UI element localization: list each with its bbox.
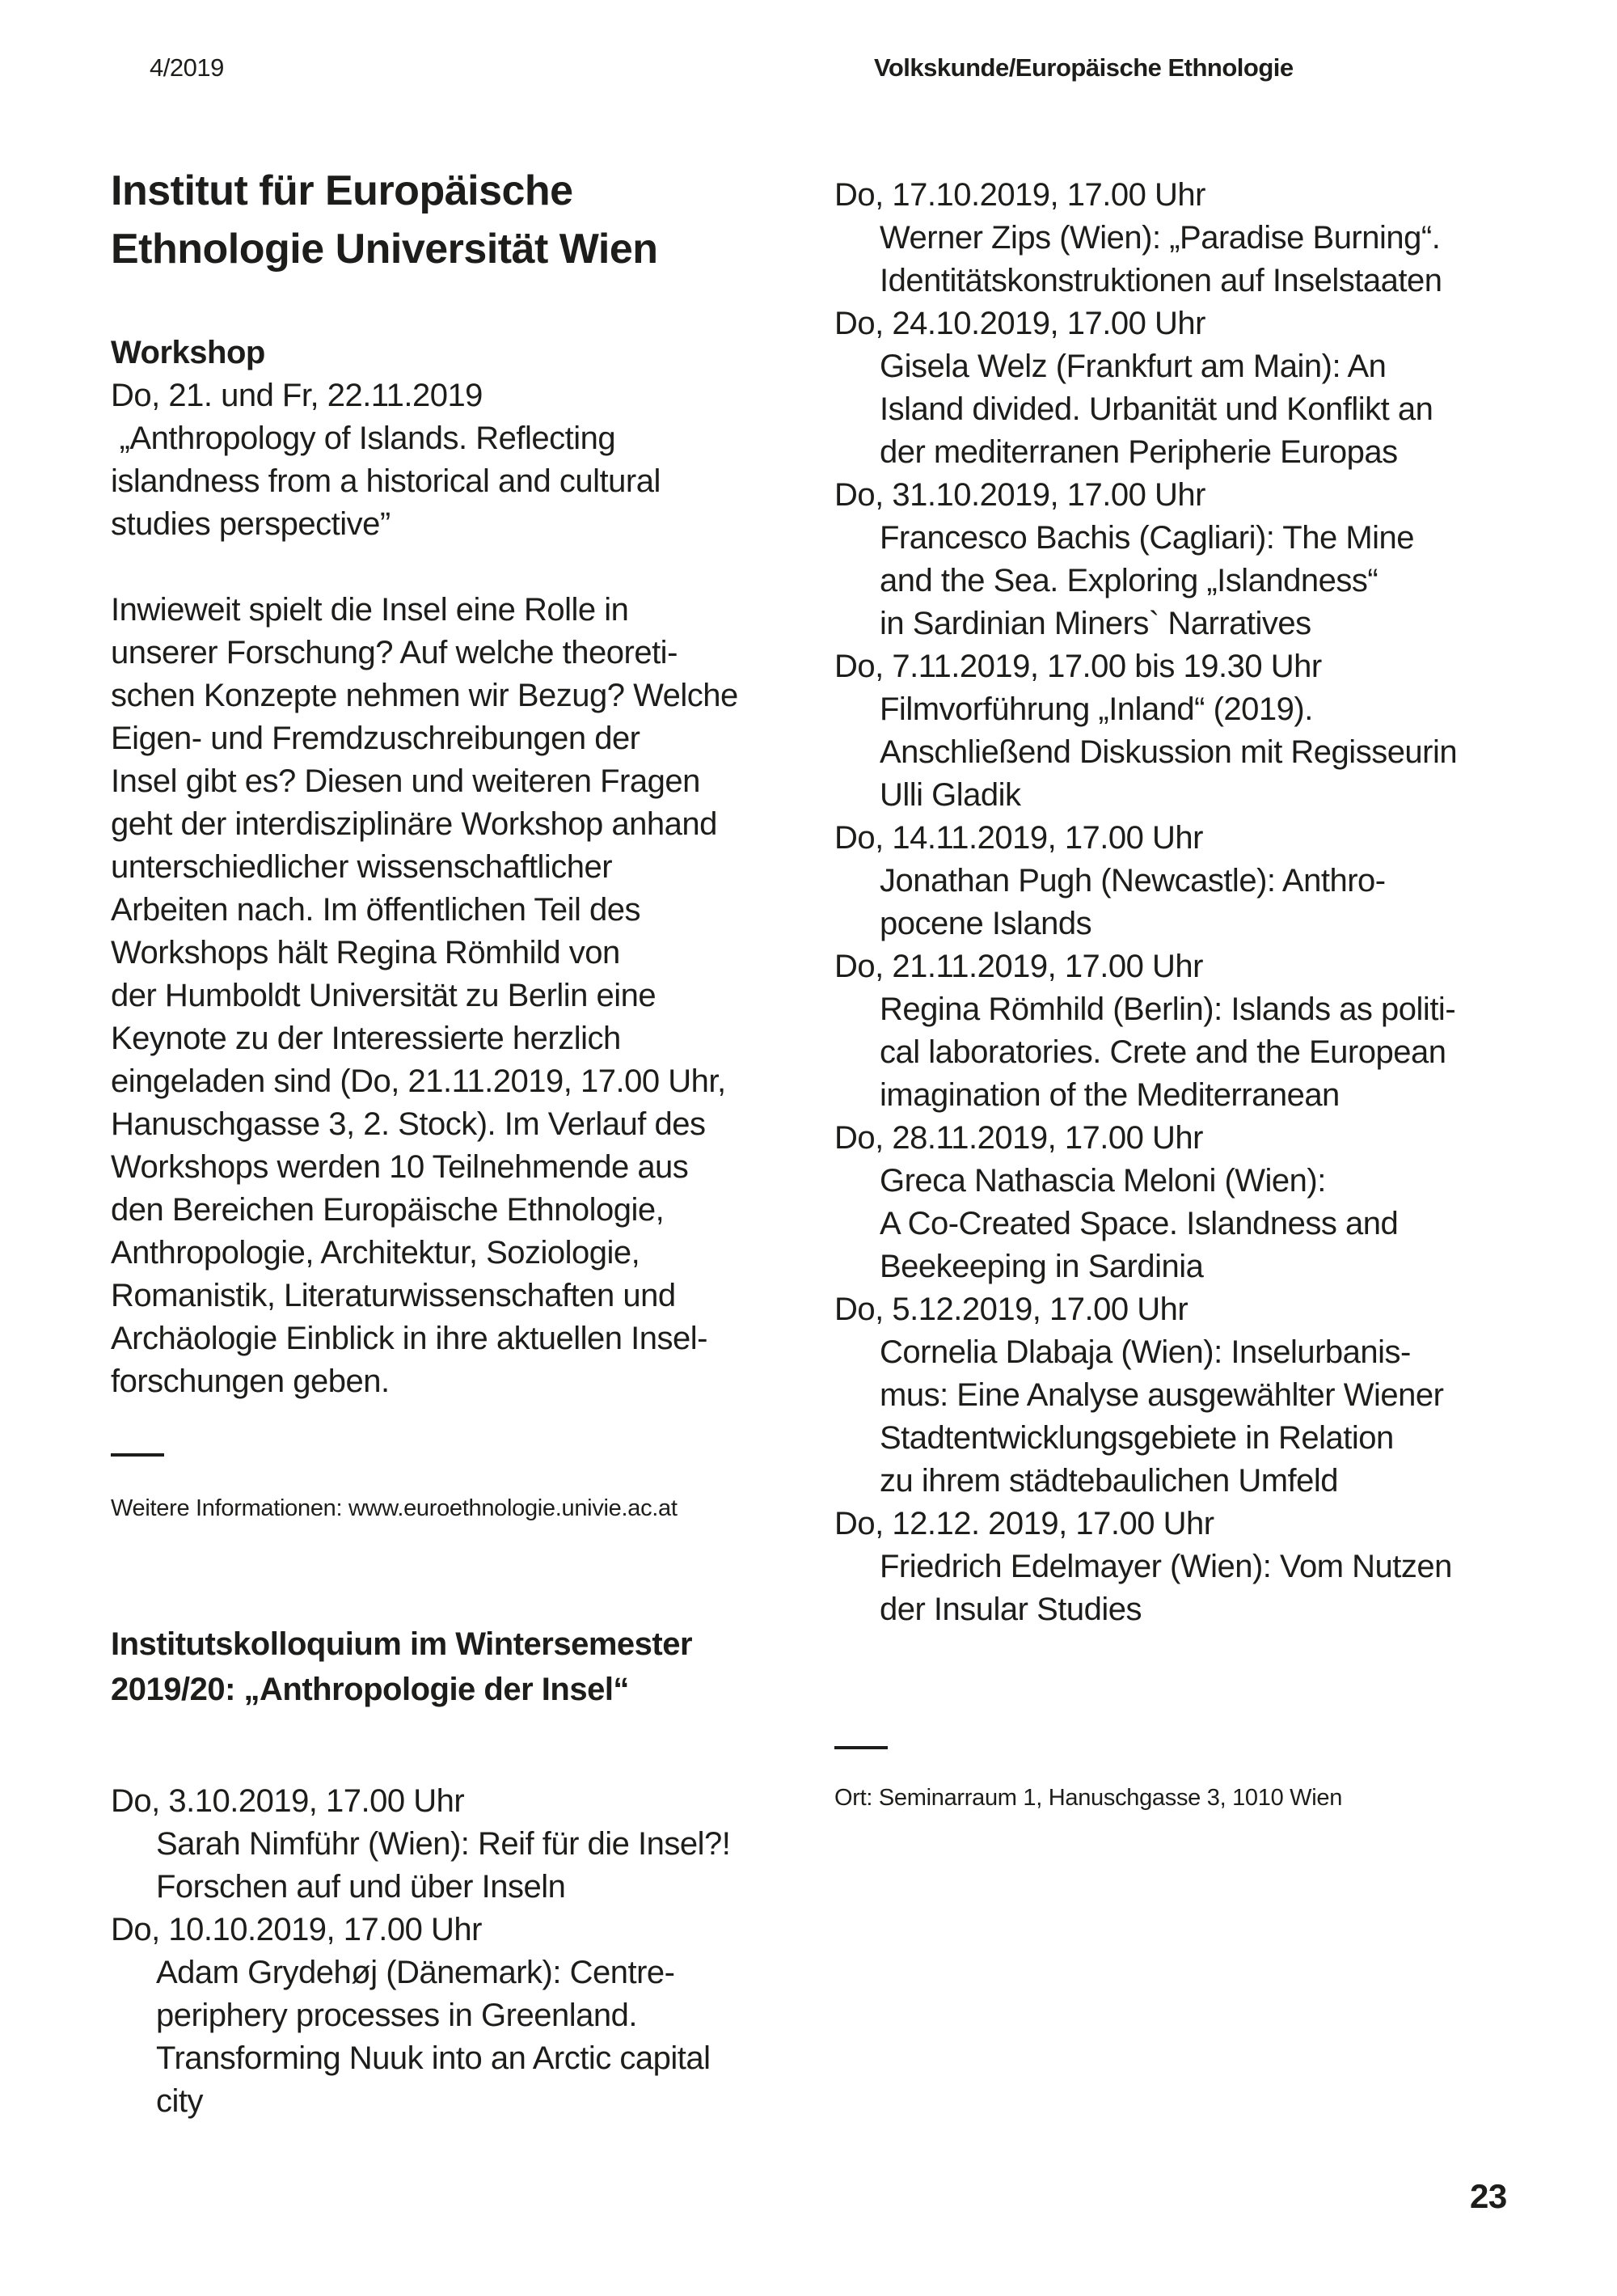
event-line: Stadtentwicklungsgebiete in Relation [880, 1420, 1394, 1456]
event-line: Friedrich Edelmayer (Wien): Vom Nutzen [880, 1549, 1452, 1584]
colloquium-heading-line: Institutskolloquium im Wintersemester [111, 1626, 693, 1662]
event-line: Forschen auf und über Inseln [156, 1869, 566, 1905]
workshop-heading: Workshop [111, 335, 265, 370]
description-line: schen Konzepte nehmen wir Bezug? Welche [111, 678, 738, 713]
event-line: Do, 28.11.2019, 17.00 Uhr [834, 1120, 1203, 1156]
workshop-description [111, 589, 830, 1403]
event-line: cal laboratories. Crete and the European [880, 1034, 1446, 1070]
workshop-details [111, 374, 830, 546]
left-column [111, 162, 830, 2123]
event-line: Identitätskonstruktionen auf Inselstaaten [880, 263, 1442, 298]
event-line: Werner Zips (Wien): „Paradise Burning“. [880, 220, 1441, 256]
institute-title [111, 162, 830, 278]
description-line: Workshops werden 10 Teilnehmende aus [111, 1149, 689, 1185]
event-line: zu ihrem städtebaulichen Umfeld [880, 1463, 1339, 1499]
event-line: Ulli Gladik [880, 777, 1021, 813]
event-line: Greca Nathascia Meloni (Wien): [880, 1163, 1326, 1199]
event-line: A Co-Created Space. Islandness and [880, 1206, 1399, 1241]
description-line: geht der interdisziplinäre Workshop anhand [111, 806, 717, 842]
event-line: in Sardinian Miners` Narratives [880, 606, 1311, 641]
description-line: Romanistik, Literaturwissenschaften und [111, 1278, 676, 1313]
event-line: Do, 14.11.2019, 17.00 Uhr [834, 820, 1203, 856]
colloquium-heading-line: 2019/20: „Anthropologie der Insel“ [111, 1672, 629, 1707]
event-line: and the Sea. Exploring „Islandness“ [880, 563, 1378, 598]
event-line: Adam Grydehøj (Dänemark): Centre- [156, 1955, 675, 1990]
event-line: Anschließend Diskussion mit Regisseurin [880, 734, 1458, 770]
event-line: Gisela Welz (Frankfurt am Main): An [880, 349, 1387, 384]
event-line: der mediterranen Peripherie Europas [880, 434, 1398, 470]
description-line: den Bereichen Europäische Ethnologie, [111, 1192, 665, 1228]
divider-rule [111, 1453, 164, 1457]
description-line: Arbeiten nach. Im öffentlichen Teil des [111, 892, 640, 928]
section-header: Volkskunde/Europäische Ethnologie [874, 53, 1294, 82]
event-line: Jonathan Pugh (Newcastle): Anthro- [880, 863, 1386, 899]
workshop-detail-line: „Anthropology of Islands. Reflecting [111, 421, 616, 456]
institute-title-line: Institut für Europäische [111, 167, 573, 214]
event-line: Filmvorführung „Inland“ (2019). [880, 691, 1313, 727]
event-line: Francesco Bachis (Cagliari): The Mine [880, 520, 1415, 556]
description-line: Archäologie Einblick in ihre aktuellen Insel- [111, 1321, 707, 1356]
workshop-section [111, 332, 830, 546]
description-line: Anthropologie, Architektur, Soziologie, [111, 1235, 640, 1271]
workshop-detail-line: studies perspective” [111, 506, 391, 542]
event-line: Do, 24.10.2019, 17.00 Uhr [834, 306, 1205, 341]
more-info-text: Weitere Informationen: www.euroethnologie.univie.ac.at [111, 1495, 678, 1521]
workshop-detail-line: Do, 21. und Fr, 22.11.2019 [111, 378, 483, 413]
event-line: Sarah Nimführ (Wien): Reif für die Insel?! [156, 1826, 731, 1862]
event-line: imagination of the Mediterranean [880, 1077, 1340, 1113]
description-line: Inwieweit spielt die Insel eine Rolle in [111, 592, 629, 628]
colloquium-events-right [834, 174, 1594, 1631]
event-line: der Insular Studies [880, 1592, 1142, 1627]
event-line: Cornelia Dlabaja (Wien): Inselurbanis- [880, 1334, 1411, 1370]
colloquium-events-left [111, 1780, 830, 2123]
divider-rule [834, 1746, 888, 1749]
description-line: Keynote zu der Interessierte herzlich [111, 1021, 621, 1056]
event-line: Do, 7.11.2019, 17.00 bis 19.30 Uhr [834, 649, 1322, 684]
right-column [834, 174, 1594, 1814]
event-line: Regina Römhild (Berlin): Islands as politi- [880, 992, 1456, 1027]
event-line: Do, 17.10.2019, 17.00 Uhr [834, 177, 1205, 213]
description-line: Insel gibt es? Diesen und weiteren Fragen [111, 763, 700, 799]
description-line: Workshops hält Regina Römhild von [111, 935, 620, 970]
description-line: unserer Forschung? Auf welche theoreti- [111, 635, 678, 670]
issue-label: 4/2019 [150, 53, 224, 82]
colloquium-heading [111, 1622, 830, 1712]
event-line: mus: Eine Analyse ausgewählter Wiener [880, 1377, 1444, 1413]
event-line: Beekeeping in Sardinia [880, 1249, 1204, 1284]
workshop-detail-line: islandness from a historical and cultural [111, 463, 661, 499]
event-line: Do, 3.10.2019, 17.00 Uhr [111, 1783, 465, 1819]
event-line: Do, 31.10.2019, 17.00 Uhr [834, 477, 1205, 513]
institute-title-line: Ethnologie Universität Wien [111, 226, 658, 273]
event-line: Transforming Nuuk into an Arctic capital [156, 2040, 711, 2076]
event-line: Do, 5.12.2019, 17.00 Uhr [834, 1292, 1188, 1327]
description-line: unterschiedlicher wissenschaftlicher [111, 849, 613, 885]
event-line: city [156, 2083, 203, 2119]
event-line: Do, 21.11.2019, 17.00 Uhr [834, 949, 1203, 984]
event-line: Do, 10.10.2019, 17.00 Uhr [111, 1912, 482, 1947]
description-line: Eigen- und Fremdzuschreibungen der [111, 721, 640, 756]
event-line: Do, 12.12. 2019, 17.00 Uhr [834, 1506, 1214, 1541]
page-number: 23 [1470, 2177, 1507, 2215]
description-line: der Humboldt Universität zu Berlin eine [111, 978, 657, 1013]
description-line: Hanuschgasse 3, 2. Stock). Im Verlauf des [111, 1106, 706, 1142]
description-line: forschungen geben. [111, 1364, 390, 1399]
event-line: pocene Islands [880, 906, 1092, 941]
event-line: periphery processes in Greenland. [156, 1998, 637, 2033]
description-line: eingeladen sind (Do, 21.11.2019, 17.00 Uhr, [111, 1063, 726, 1099]
event-line: Island divided. Urbanität und Konflikt an [880, 391, 1433, 427]
location-text: Ort: Seminarraum 1, Hanuschgasse 3, 1010 Wien [834, 1785, 1343, 1811]
